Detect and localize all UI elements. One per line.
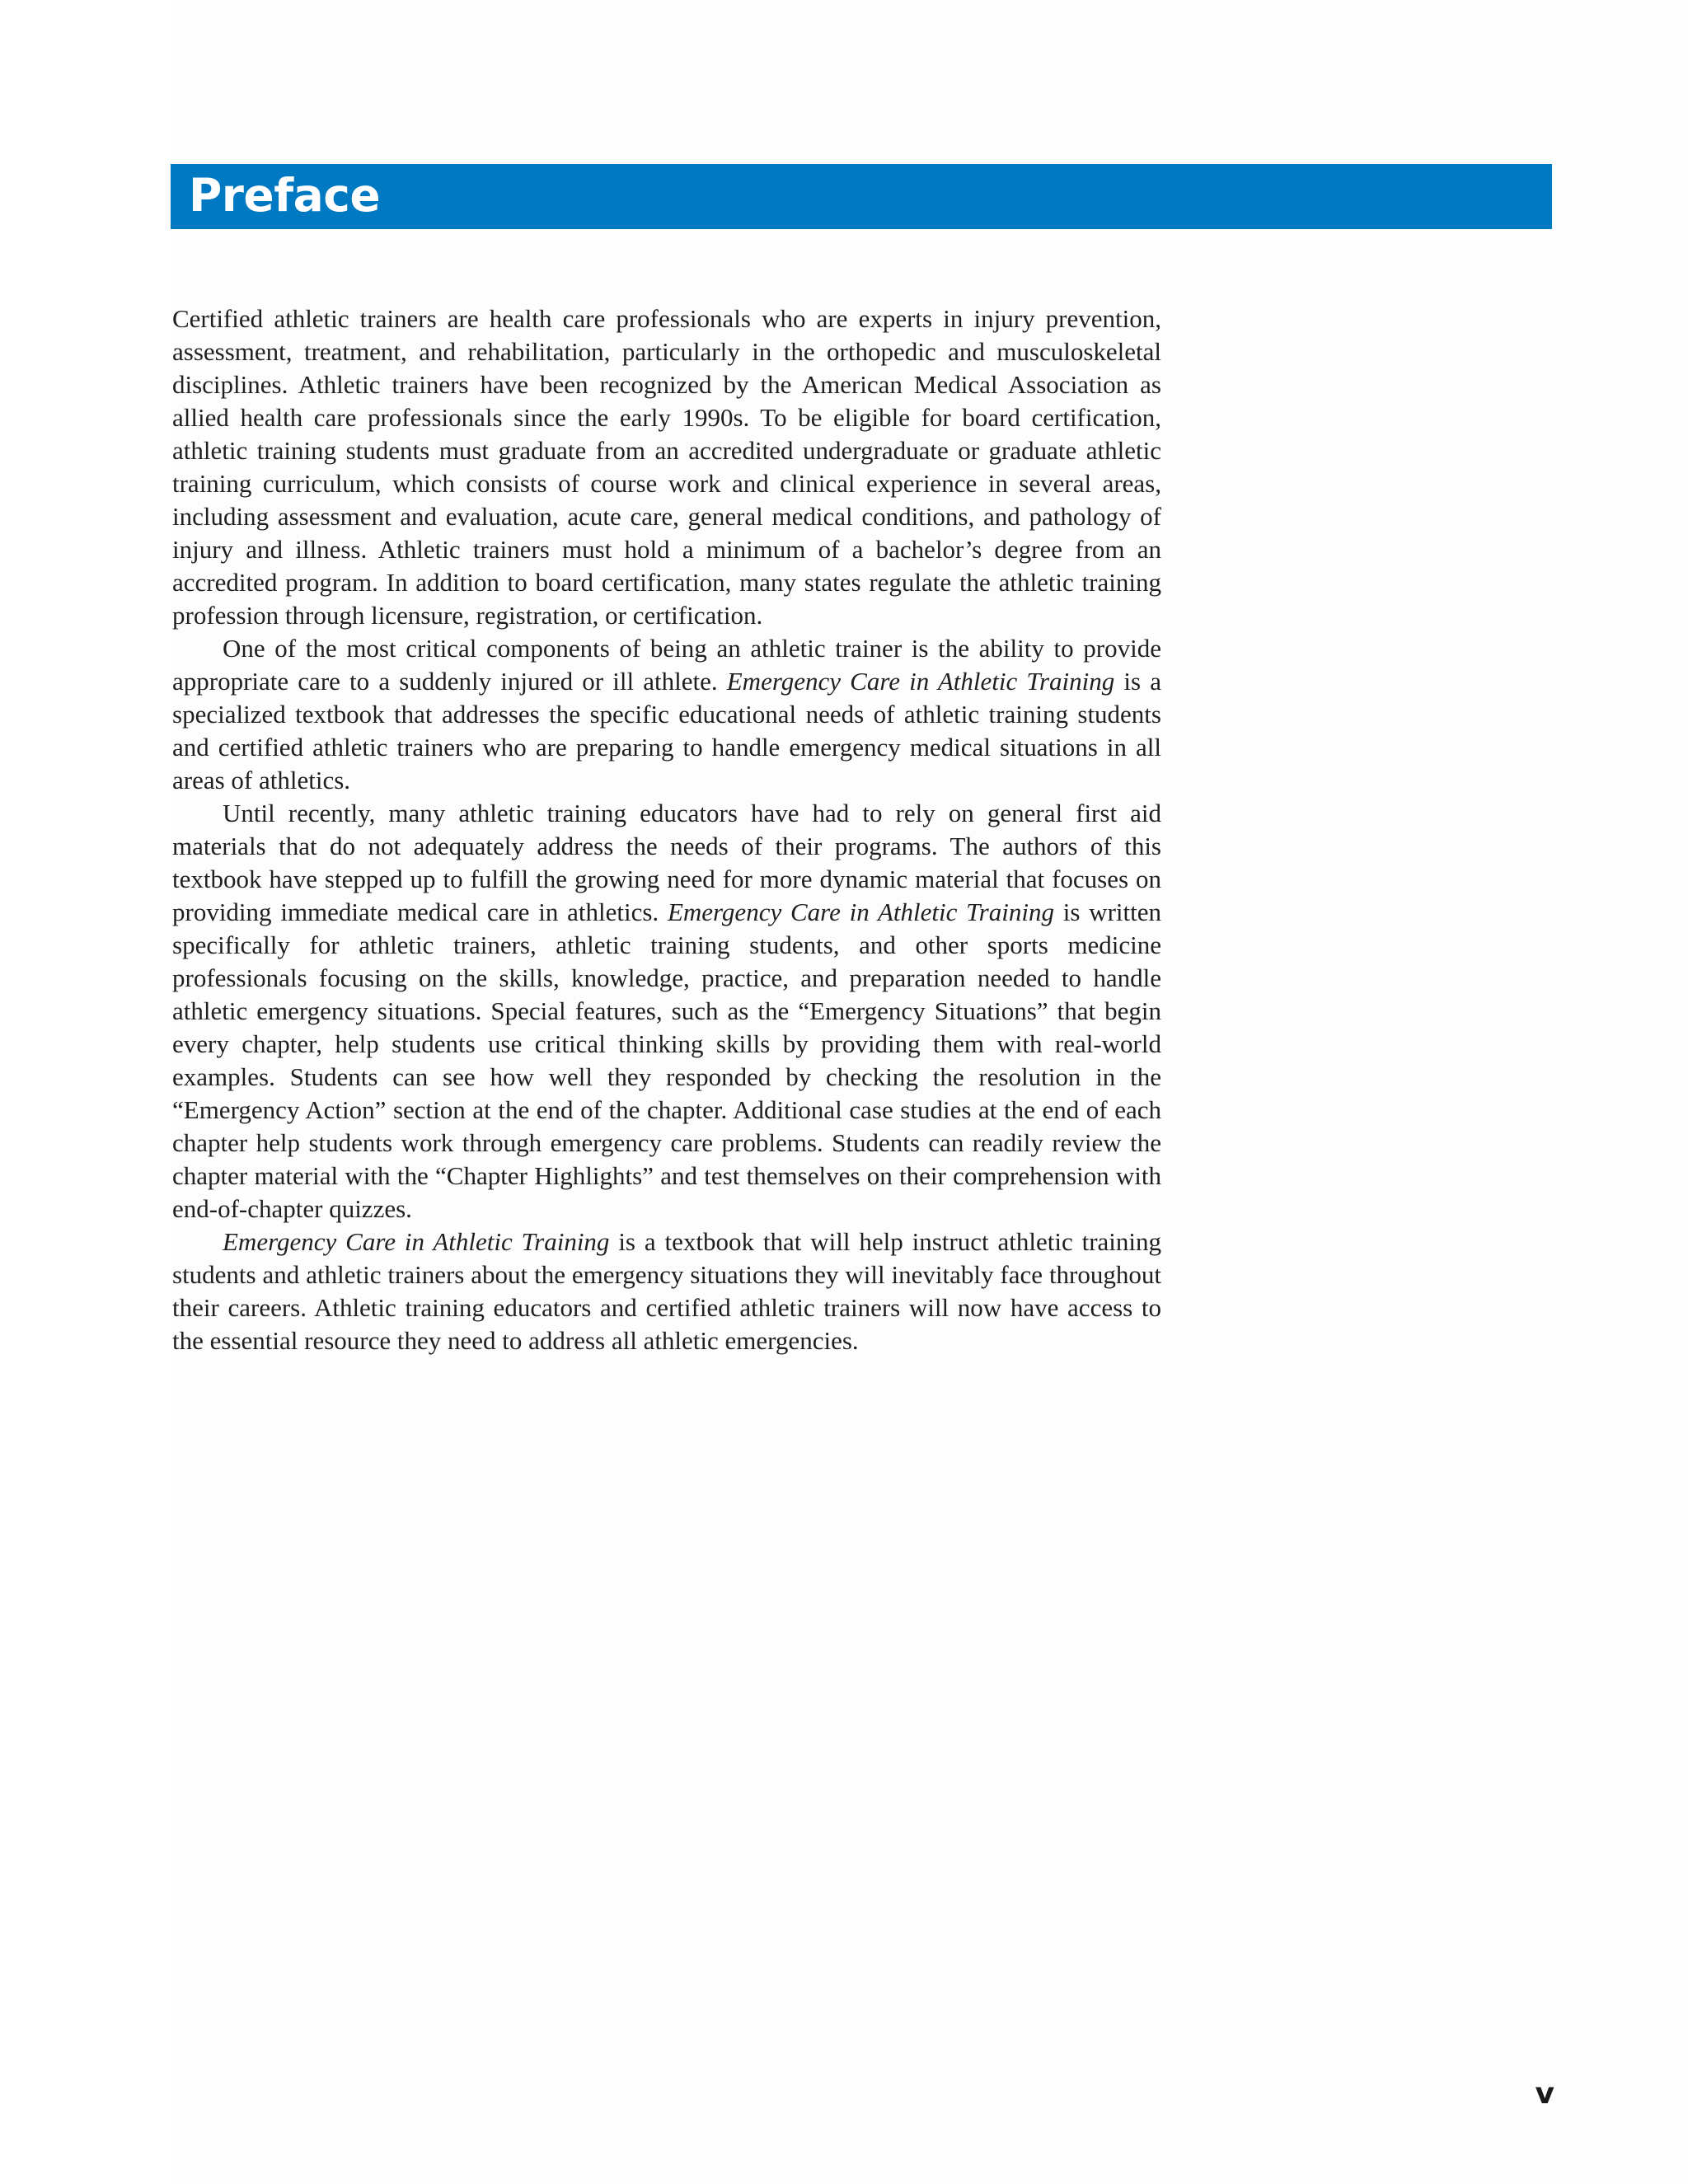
paragraph-1: Certified athletic trainers are health care professionals who are experts in injury prevention, assessment, treatment, and rehabilitation, particularly in the orthopedic and musculoskeletal disciplines. Athletic trainers have been recognized by the American Medical Association as allied health care professionals since the early 1990s. To be eligible for board certification, athletic training students must graduate from an accredited undergraduate or graduate athletic training curriculum, which consists of course work and clinical experience in several areas, including assessment and evaluation, acute care, general medical conditions, and pathology of injury and illness. Athletic trainers must hold a minimum of a bachelor’s degree from an accredited program. In addition to board certification, many states regulate the athletic training profession through licensure, registration, or certification. [172,304,1161,630]
book-title: Emergency Care in Athletic Training [726,667,1115,696]
paragraph-3-text-b: is written specifically for athletic trainers, athletic training students, and other sports medicine professionals focusing on the skills, knowledge, practice, and preparation needed to handle athletic emergency situations. Special features, such as the “Emergency Situations” that begin every chapter, help students use critical thinking skills by providing them with real-world examples. Students can see how well they responded by checking the resolution in the “Emergency Action” section at the end of the chapter. Additional case studies at the end of each chapter help students work through emergency care problems. Students can readily review the chapter material with the “Chapter Highlights” and test themselves on their comprehension with end-of-chapter quizzes. [172,898,1161,1223]
title-bar [171,164,1552,229]
book-title: Emergency Care in Athletic Training [223,1227,610,1256]
paragraph-2 [172,632,1161,797]
book-title: Emergency Care in Athletic Training [667,898,1054,926]
body-text [172,302,1161,1357]
paragraph-4 [172,1226,1161,1357]
paragraph-3 [172,797,1161,1226]
paragraph-3-text-a: Until recently, many athletic training educators have had to rely on general first aid materials that do not adequately address the needs of their programs. The authors of this textbook have stepped up to fulfill the growing need for more dynamic material that focuses on providing immediate medical care in athletics. [172,799,1161,926]
paragraph-2-text-b: is a specialized textbook that addresses the specific educational needs of athletic training students and certified athletic trainers who are preparing to handle emergency medical situations in all areas of athletics. [172,667,1162,794]
paragraph-2-text-a: One of the most critical components of being an athletic trainer is the ability to provide appropriate care to a suddenly injured or ill athlete. [172,634,1161,696]
page-number: v [1535,2077,1554,2111]
page-title: Preface [189,169,381,222]
paragraph-4-text-b: is a textbook that will help instruct athletic training students and athletic trainers about the emergency situations they will inevitably face throughout their careers. Athletic training educators and certified athletic trainers will now have access to the essential resource they need to address all athletic emergencies. [172,1227,1162,1355]
